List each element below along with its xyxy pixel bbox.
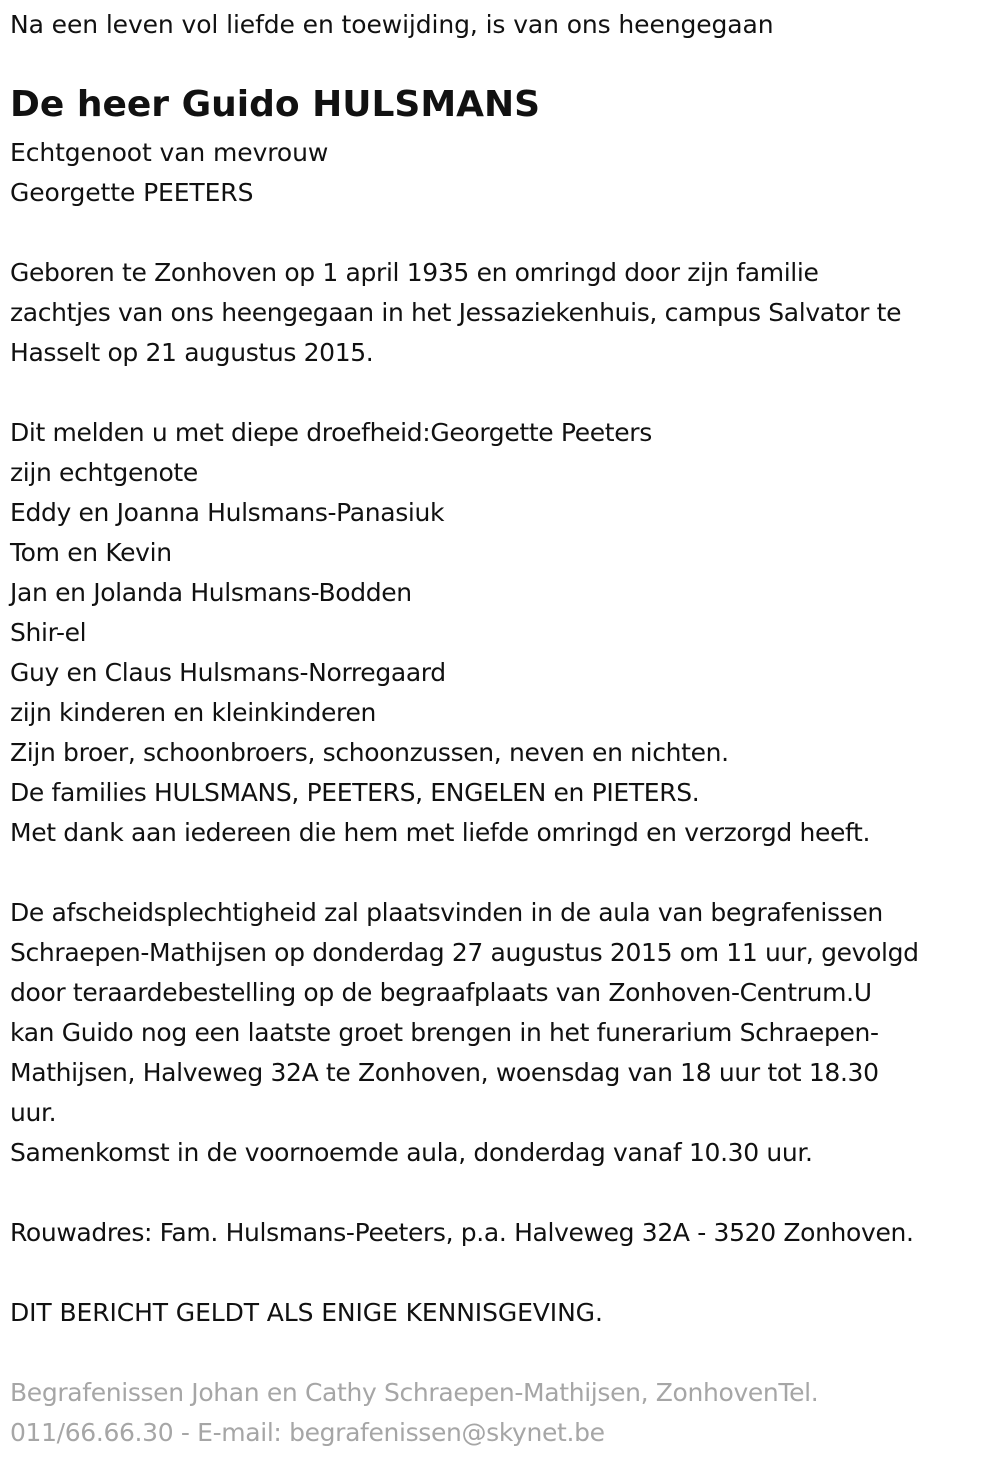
family-line: Dit melden u met diepe droefheid:Georgette Peeters	[10, 418, 652, 447]
family-line: Shir-el	[10, 618, 87, 647]
ceremony-line: De afscheidsplechtigheid zal plaatsvinden in de aula van begrafenissen	[10, 898, 883, 927]
spouse-line: Echtgenoot van mevrouw	[10, 138, 329, 167]
birth-line: Hasselt op 21 augustus 2015.	[10, 338, 374, 367]
family-line: Eddy en Joanna Hulsmans-Panasiuk	[10, 498, 445, 527]
ceremony-line: uur.	[10, 1098, 57, 1127]
ceremony-line: kan Guido nog een laatste groet brengen in het funerarium Schraepen-	[10, 1018, 879, 1047]
ceremony-line: door teraardebestelling op de begraafplaats van Zonhoven-Centrum.U	[10, 978, 872, 1007]
ceremony-line: Samenkomst in de voornoemde aula, donderdag vanaf 10.30 uur.	[10, 1138, 813, 1167]
mourning-address	[10, 1213, 914, 1253]
deceased-name: De heer Guido HULSMANS	[10, 84, 541, 125]
footer-line: Begrafenissen Johan en Cathy Schraepen-Mathijsen, ZonhovenTel.	[10, 1378, 819, 1407]
birth-death-block	[10, 253, 901, 373]
family-line: zijn echtgenote	[10, 458, 198, 487]
family-line: Met dank aan iedereen die hem met liefde omringd en verzorgd heeft.	[10, 818, 871, 847]
family-line: Guy en Claus Hulsmans-Norregaard	[10, 658, 446, 687]
ceremony-line: Schraepen-Mathijsen op donderdag 27 augustus 2015 om 11 uur, gevolgd	[10, 938, 919, 967]
birth-line: zachtjes van ons heengegaan in het Jessaziekenhuis, campus Salvator te	[10, 298, 902, 327]
family-line: De families HULSMANS, PEETERS, ENGELEN en PIETERS.	[10, 778, 700, 807]
ceremony-block	[10, 893, 919, 1173]
family-line: Tom en Kevin	[10, 538, 172, 567]
family-block	[10, 413, 870, 853]
intro-text: Na een leven vol liefde en toewijding, is van ons heengegaan	[10, 10, 774, 39]
funeral-home-footer	[10, 1373, 818, 1453]
family-line: Jan en Jolanda Hulsmans-Bodden	[10, 578, 412, 607]
footer-line: 011/66.66.30 - E-mail: begrafenissen@skynet.be	[10, 1418, 605, 1447]
birth-line: Geboren te Zonhoven op 1 april 1935 en omringd door zijn familie	[10, 258, 819, 287]
notice-block	[10, 1293, 603, 1333]
family-line: Zijn broer, schoonbroers, schoonzussen, neven en nichten.	[10, 738, 729, 767]
family-line: zijn kinderen en kleinkinderen	[10, 698, 376, 727]
ceremony-line: Mathijsen, Halveweg 32A te Zonhoven, woensdag van 18 uur tot 18.30	[10, 1058, 879, 1087]
spouse-line: Georgette PEETERS	[10, 178, 254, 207]
address-line: Rouwadres: Fam. Hulsmans-Peeters, p.a. Halveweg 32A - 3520 Zonhoven.	[10, 1218, 914, 1247]
spouse-block	[10, 133, 328, 213]
notice-line: DIT BERICHT GELDT ALS ENIGE KENNISGEVING.	[10, 1298, 603, 1327]
